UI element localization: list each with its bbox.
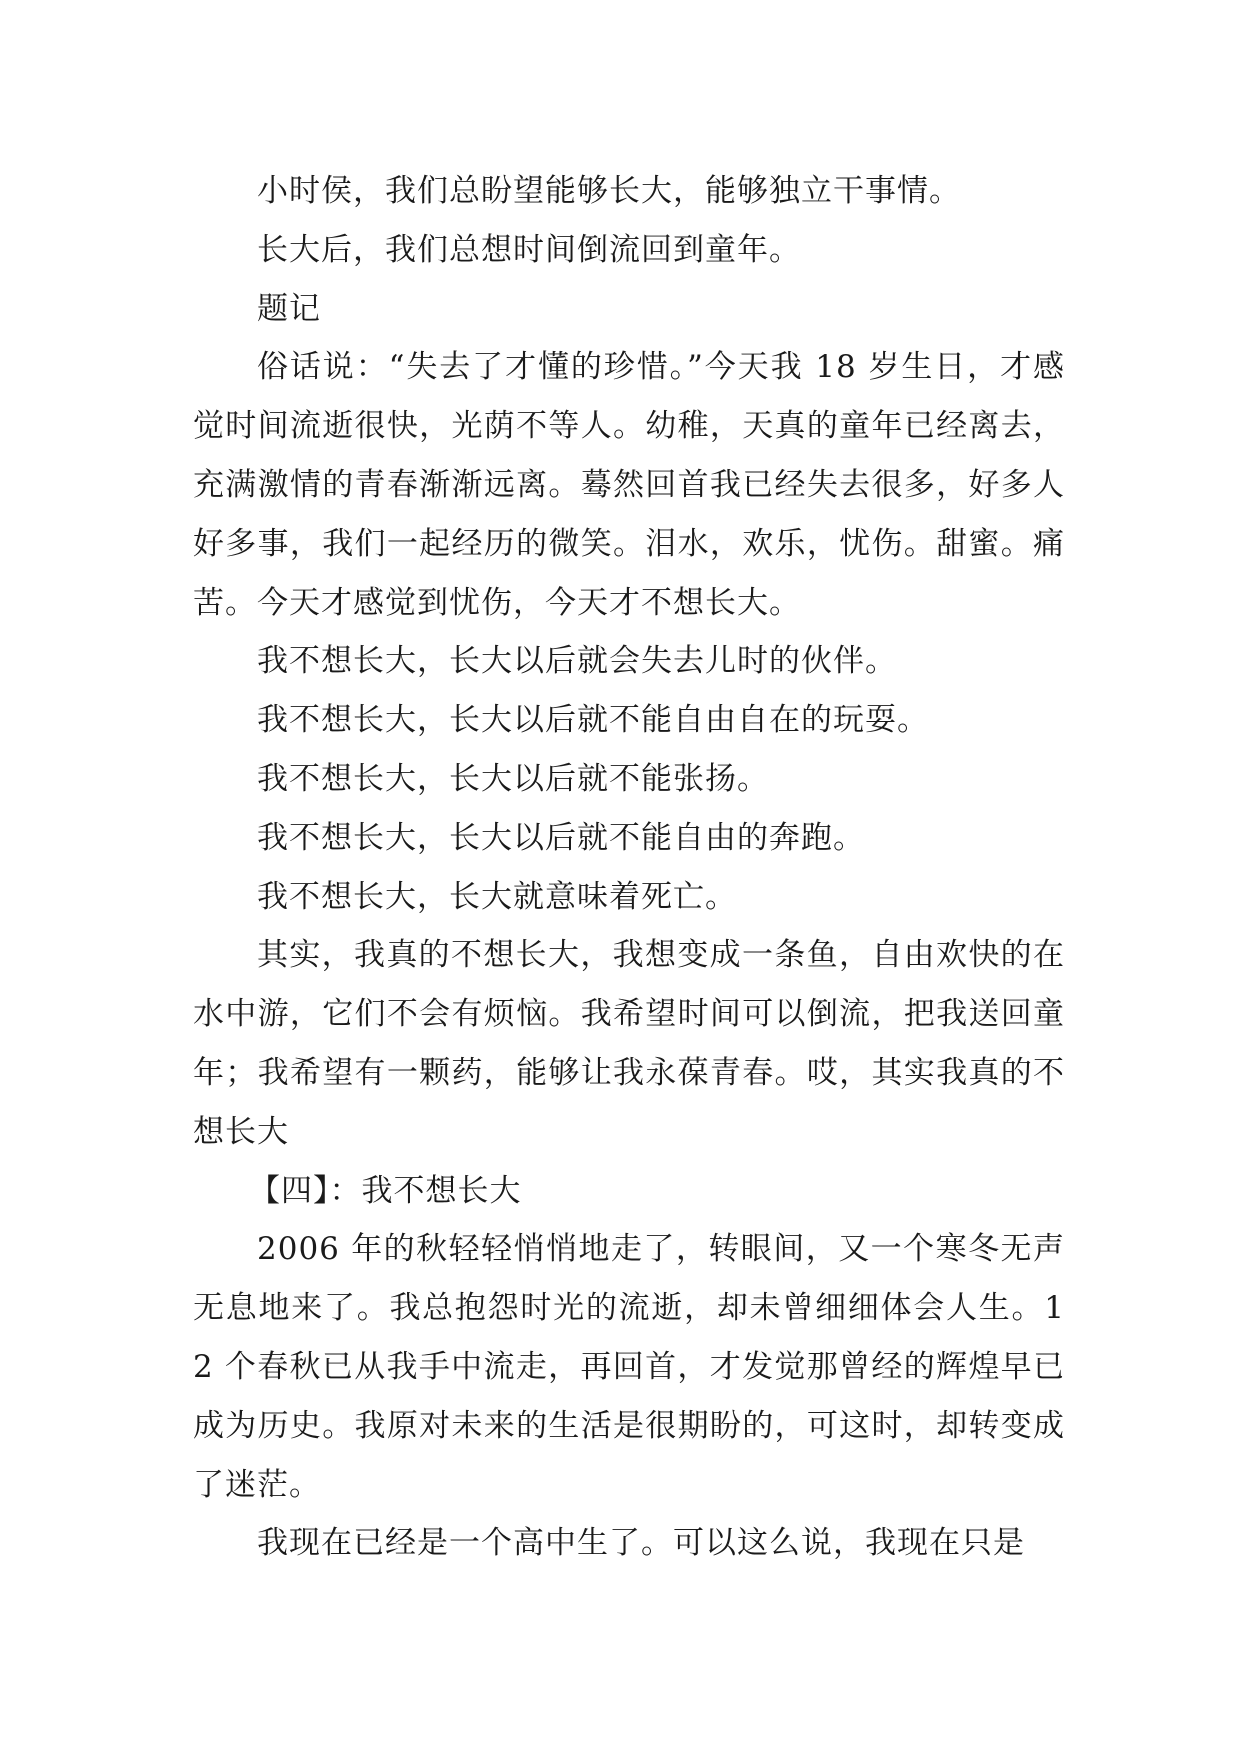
- paragraph: 2006 年的秋轻轻悄悄地走了，转眼间，又一个寒冬无声无息地来了。我总抱怨时光的流逝，却未曾细细体会人生。12 个春秋已从我手中流走，再回首，才发觉那曾经的辉煌早已成为历史。我原对未来的生活是很期盼的，可这时，却转变成了迷茫。: [193, 1231, 1065, 1503]
- paragraph: 题记: [257, 290, 321, 327]
- paragraph: 小时侯，我们总盼望能够长大，能够独立干事情。: [257, 173, 961, 209]
- paragraph: 我不想长大，长大以后就不能自由自在的玩耍。: [257, 702, 929, 739]
- paragraph: 我不想长大，长大以后就不能张扬。: [257, 760, 769, 797]
- paragraph: 我现在已经是一个高中生了。可以这么说，我现在只是: [257, 1525, 1025, 1562]
- paragraph: 我不想长大，长大就意味着死亡。: [257, 878, 737, 915]
- section-heading: 【四】：我不想长大: [249, 1172, 522, 1209]
- paragraph: 俗话说：“失去了才懂的珍惜。”今天我 18 岁生日，才感觉时间流逝很快，光荫不等人。幼稚，天真的童年已经离去，充满激情的青春渐渐远离。蓦然回首我已经失去很多，好多人好多事，我们一起经历的微笑。泪水，欢乐，忧伤。甜蜜。痛苦。今天才感觉到忧伤，今天才不想长大。: [193, 349, 1065, 621]
- paragraph: 我不想长大，长大以后就不能自由的奔跑。: [257, 819, 865, 856]
- paragraph: 长大后，我们总想时间倒流回到童年。: [257, 231, 801, 268]
- paragraph: 我不想长大，长大以后就会失去儿时的伙伴。: [257, 643, 897, 680]
- paragraph: 其实，我真的不想长大，我想变成一条鱼，自由欢快的在水中游，它们不会有烦恼。我希望时间可以倒流，把我送回童年；我希望有一颗药，能够让我永葆青春。哎，其实我真的不想长大: [193, 937, 1065, 1150]
- document-body: [193, 162, 1065, 1573]
